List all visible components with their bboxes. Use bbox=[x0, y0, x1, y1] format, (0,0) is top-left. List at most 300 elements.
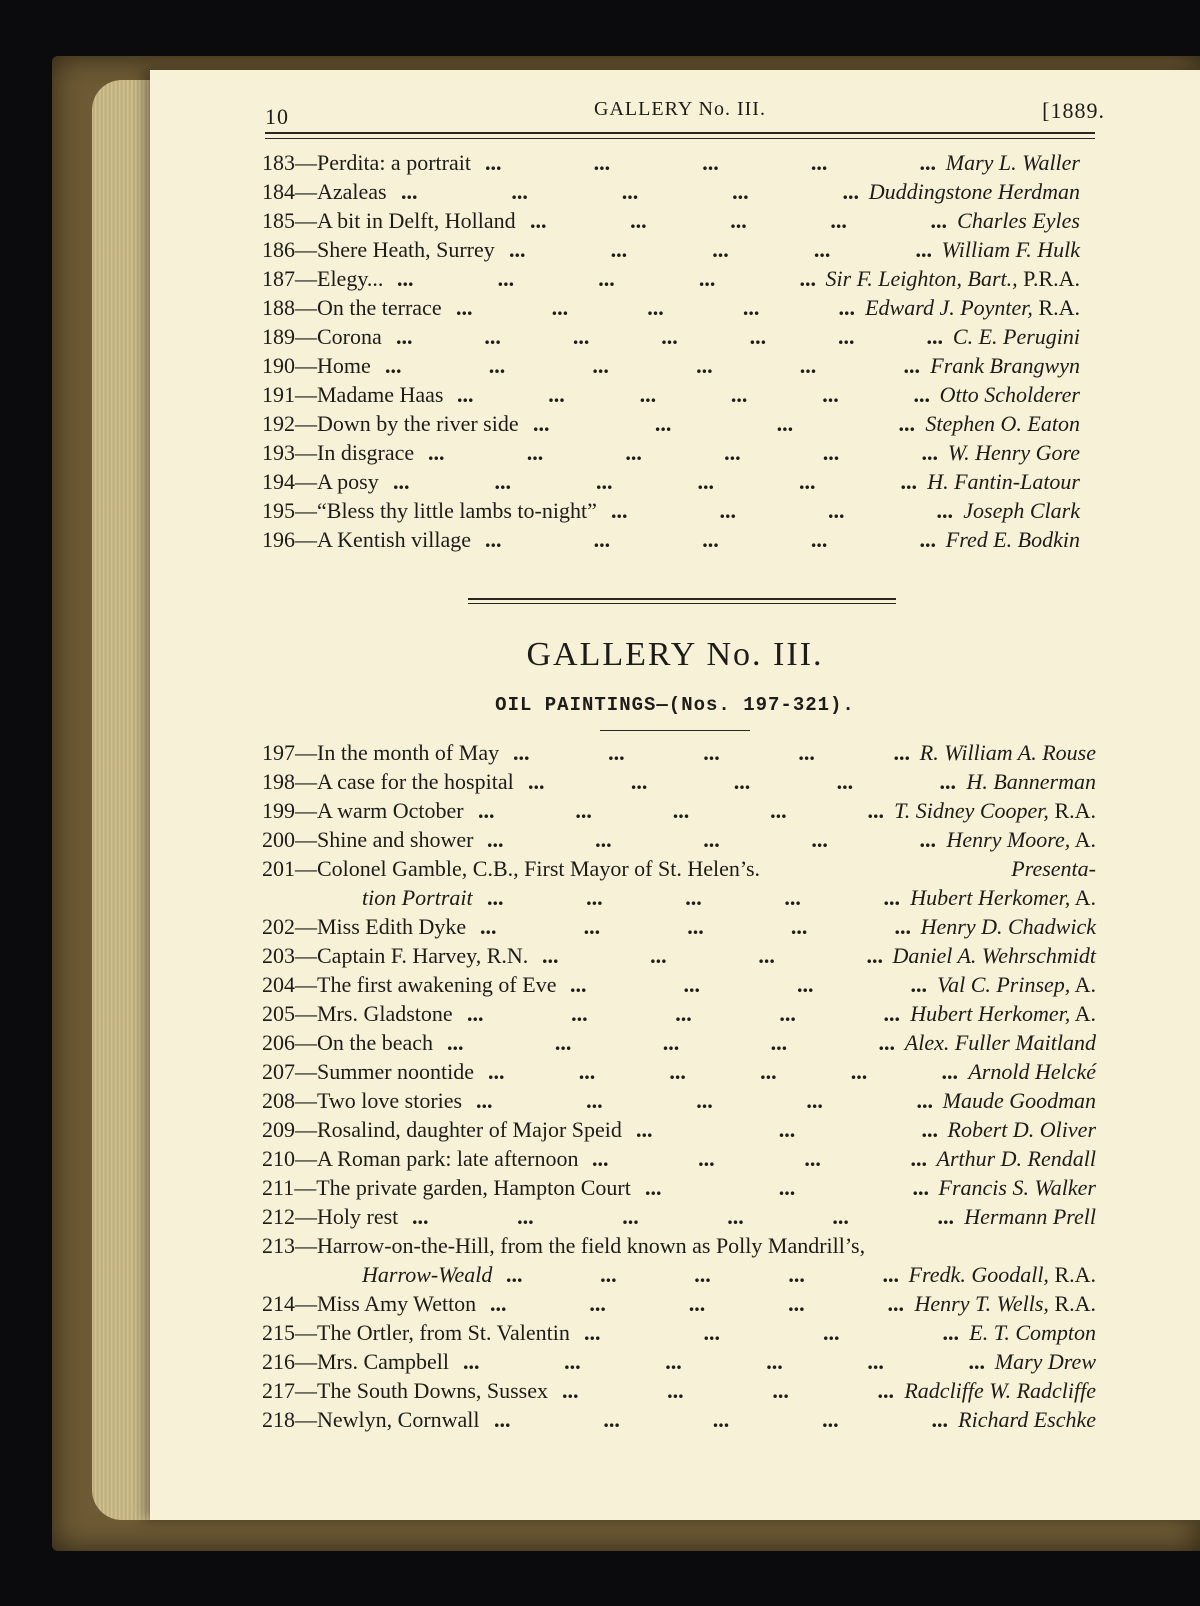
leader-dot-group: ... bbox=[593, 150, 611, 175]
leader-dot-group: ... bbox=[915, 237, 932, 262]
leader-dot-group: ... bbox=[770, 1030, 788, 1055]
artist-honours: R.A. bbox=[1048, 1291, 1096, 1316]
entry-artist bbox=[968, 1057, 1096, 1086]
leader-dot-group: ... bbox=[931, 1407, 948, 1432]
artist-honours: A. bbox=[1070, 885, 1096, 910]
entry-title-text: Home bbox=[317, 353, 371, 378]
entry-artist bbox=[937, 1144, 1097, 1173]
leader-dot-group: ... bbox=[867, 1349, 884, 1374]
leader-dot-group: ... bbox=[603, 1407, 620, 1432]
leader-dot-group: ... bbox=[456, 295, 473, 320]
catalogue-entry bbox=[262, 1115, 1096, 1144]
gallery-heading: GALLERY No. III. bbox=[526, 636, 824, 673]
leader-dot-group: ... bbox=[600, 1262, 617, 1287]
catalogue-entry bbox=[262, 380, 1080, 409]
leader-dot-group: ... bbox=[810, 527, 828, 552]
leader-dot-group: ... bbox=[683, 972, 700, 997]
leader-dot-group: ... bbox=[883, 885, 900, 910]
entry-number: 210 bbox=[262, 1146, 295, 1171]
running-title: GALLERY No. III. bbox=[594, 98, 766, 120]
running-header bbox=[265, 98, 1105, 129]
entry-number: 194 bbox=[262, 469, 295, 494]
leader-dot-group: ... bbox=[694, 1262, 711, 1287]
leader-dot-group: ... bbox=[533, 411, 550, 436]
entry-artist bbox=[958, 1405, 1096, 1434]
artist-name: Otto Scholderer bbox=[939, 382, 1080, 407]
entry-title: 216—Mrs. Campbell bbox=[262, 1349, 449, 1374]
leader-dot-group: ... bbox=[598, 266, 615, 291]
leader-dot-group: ... bbox=[900, 469, 917, 494]
entry-number: 199 bbox=[262, 798, 295, 823]
entry-artist bbox=[869, 177, 1080, 206]
entry-title-text: Shere Heath, Surrey bbox=[317, 237, 495, 262]
leader-dot-group: ... bbox=[921, 440, 938, 465]
entry-artist bbox=[920, 738, 1096, 767]
entry-artist bbox=[910, 999, 1096, 1028]
leader-dots bbox=[509, 235, 932, 264]
leader-dot-group: ... bbox=[798, 740, 815, 765]
leader-dot-group: ... bbox=[913, 382, 930, 407]
entry-artist bbox=[914, 1289, 1096, 1318]
entry-title: 215—The Ortler, from St. Valentin bbox=[262, 1320, 570, 1345]
leader-dot-group: ... bbox=[630, 208, 647, 233]
leader-dot-group: ... bbox=[730, 382, 748, 407]
leader-dot-group: ... bbox=[696, 353, 713, 378]
leader-dot-group: ... bbox=[667, 1378, 684, 1403]
catalogue-entry bbox=[262, 264, 1080, 293]
artist-name: Daniel A. Wehrschmidt bbox=[892, 943, 1096, 968]
leader-dot-group: ... bbox=[779, 1001, 796, 1026]
artist-name: Richard Eschke bbox=[958, 1407, 1096, 1432]
leader-dot-group: ... bbox=[490, 1291, 507, 1316]
leader-dot-group: ... bbox=[583, 914, 601, 939]
entry-title-text: In disgrace bbox=[317, 440, 415, 465]
artist-name: Arnold Helcké bbox=[968, 1059, 1096, 1084]
catalogue-entry bbox=[262, 438, 1080, 467]
catalogue-entry bbox=[262, 1376, 1096, 1405]
artist-name: Francis S. Walker bbox=[938, 1175, 1096, 1200]
artist-name: Charles Eyles bbox=[957, 208, 1080, 233]
leader-dot-group: ... bbox=[586, 1088, 603, 1113]
leader-dot-group: ... bbox=[941, 1059, 958, 1084]
entry-title: 213—Harrow-on-the-Hill, from the field known as Polly Mandrill’s, bbox=[262, 1233, 866, 1258]
leader-dot-group: ... bbox=[592, 353, 609, 378]
leader-dot-group: ... bbox=[494, 469, 511, 494]
artist-name: H. Fantin-Latour bbox=[927, 469, 1080, 494]
leader-dot-group: ... bbox=[822, 1407, 839, 1432]
leader-dot-group: ... bbox=[672, 798, 690, 823]
entry-title: 207—Summer noontide bbox=[262, 1059, 475, 1084]
catalogue-entry bbox=[262, 206, 1080, 235]
catalogue-entry bbox=[262, 1318, 1096, 1347]
entry-list-oil-paintings bbox=[262, 738, 1096, 1434]
leader-dots bbox=[490, 1289, 904, 1318]
leader-dot-group: ... bbox=[919, 150, 936, 175]
artist-name: Hermann Prell bbox=[964, 1204, 1096, 1229]
entry-number: 208 bbox=[262, 1088, 295, 1113]
catalogue-entry bbox=[262, 738, 1096, 767]
leader-dot-group: ... bbox=[712, 237, 729, 262]
entry-title: 208—Two love stories bbox=[262, 1088, 463, 1113]
catalogue-entry bbox=[262, 1405, 1096, 1434]
leader-dot-group: ... bbox=[506, 1262, 523, 1287]
leader-dot-group: ... bbox=[702, 150, 719, 175]
leader-dot-group: ... bbox=[778, 1117, 796, 1142]
catalogue-entry bbox=[262, 177, 1080, 206]
entry-artist bbox=[964, 1202, 1096, 1231]
leader-dots bbox=[456, 293, 855, 322]
entry-title-text: Newlyn, Cornwall bbox=[317, 1407, 480, 1432]
page-number: 10 bbox=[265, 104, 289, 129]
entry-number: 185 bbox=[262, 208, 295, 233]
leader-dot-group: ... bbox=[799, 266, 816, 291]
leader-dot-group: ... bbox=[608, 740, 625, 765]
catalogue-entry bbox=[262, 293, 1080, 322]
leader-dot-group: ... bbox=[877, 1378, 894, 1403]
entry-number: 186 bbox=[262, 237, 295, 262]
catalogue-entry bbox=[262, 970, 1096, 999]
leader-dot-group: ... bbox=[647, 295, 664, 320]
leader-dots bbox=[457, 380, 930, 409]
leader-dots bbox=[401, 177, 859, 206]
entry-artist bbox=[953, 322, 1080, 351]
artist-name: Fredk. Goodall, bbox=[908, 1262, 1049, 1287]
entry-title-text: Rosalind, daughter of Major Speid bbox=[317, 1117, 622, 1142]
entry-artist bbox=[910, 883, 1096, 912]
entry-artist bbox=[948, 1115, 1096, 1144]
leader-dot-group: ... bbox=[548, 382, 565, 407]
entry-number: 184 bbox=[262, 179, 295, 204]
entry-title-text: A case for the hospital bbox=[317, 769, 514, 794]
artist-name: Val C. Prinsep, bbox=[937, 972, 1071, 997]
leader-dots bbox=[487, 825, 936, 854]
leader-dot-group: ... bbox=[484, 324, 501, 349]
leader-dot-group: ... bbox=[730, 208, 747, 233]
leader-dot-group: ... bbox=[810, 150, 828, 175]
leader-dot-group: ... bbox=[806, 1088, 823, 1113]
catalogue-entry bbox=[262, 912, 1096, 941]
leader-dot-group: ... bbox=[936, 498, 953, 523]
leader-dot-group: ... bbox=[457, 382, 474, 407]
leader-dot-group: ... bbox=[497, 266, 515, 291]
entry-artist bbox=[948, 438, 1080, 467]
catalogue-entry bbox=[262, 1086, 1096, 1115]
leader-dot-group: ... bbox=[478, 798, 495, 823]
entry-title-text: Mrs. Gladstone bbox=[317, 1001, 453, 1026]
entry-number: 206 bbox=[262, 1030, 295, 1055]
entry-title-text: Corona bbox=[317, 324, 382, 349]
entry-number: 202 bbox=[262, 914, 295, 939]
leader-dot-group: ... bbox=[476, 1088, 493, 1113]
leader-dots bbox=[570, 970, 927, 999]
subheading-rule bbox=[600, 730, 750, 731]
section-divider bbox=[468, 598, 896, 604]
leader-dot-group: ... bbox=[513, 740, 530, 765]
leader-dot-group: ... bbox=[485, 527, 502, 552]
artist-name: Sir F. Leighton, Bart., bbox=[825, 266, 1018, 291]
entry-artist bbox=[865, 293, 1080, 322]
artist-name: Henry T. Wells, bbox=[914, 1291, 1049, 1316]
entry-number: 187 bbox=[262, 266, 295, 291]
leader-dot-group: ... bbox=[698, 266, 716, 291]
entry-number: 183 bbox=[262, 150, 295, 175]
artist-name: Mary Drew bbox=[994, 1349, 1096, 1374]
leader-dot-group: ... bbox=[528, 769, 545, 794]
artist-name: Joseph Clark bbox=[963, 498, 1080, 523]
leader-dots bbox=[562, 1376, 894, 1405]
leader-dot-group: ... bbox=[572, 324, 590, 349]
leader-dot-group: ... bbox=[893, 740, 910, 765]
catalogue-entry bbox=[262, 941, 1096, 970]
entry-title-text: Harrow-on-the-Hill, from the field known as Polly Mandrill’s, bbox=[317, 1233, 866, 1258]
leader-dots bbox=[528, 767, 956, 796]
entry-title: 186—Shere Heath, Surrey bbox=[262, 237, 495, 262]
leader-dot-group: ... bbox=[828, 498, 845, 523]
leader-dot-group: ... bbox=[942, 1320, 959, 1345]
leader-dot-group: ... bbox=[645, 1175, 662, 1200]
leader-dot-group: ... bbox=[778, 1175, 796, 1200]
leader-dot-group: ... bbox=[636, 1117, 653, 1142]
artist-name: Maude Goodman bbox=[942, 1088, 1096, 1113]
entry-artist bbox=[939, 1173, 1096, 1202]
entry-number: 217 bbox=[262, 1378, 295, 1403]
leader-dot-group: ... bbox=[488, 1059, 505, 1084]
entry-title: 212—Holy rest bbox=[262, 1204, 399, 1229]
leader-dot-group: ... bbox=[878, 1030, 895, 1055]
leader-dot-group: ... bbox=[784, 885, 801, 910]
entry-title: 211—The private garden, Hampton Court bbox=[262, 1175, 631, 1200]
artist-name: Hubert Herkomer, bbox=[910, 885, 1071, 910]
artist-name: E. T. Compton bbox=[969, 1320, 1096, 1345]
artist-name: Frank Brangwyn bbox=[930, 353, 1080, 378]
entry-title-text: Down by the river side bbox=[317, 411, 519, 436]
leader-dots bbox=[494, 1405, 948, 1434]
leader-dots bbox=[530, 206, 947, 235]
leader-dot-group: ... bbox=[788, 1291, 805, 1316]
leader-dot-group: ... bbox=[867, 798, 884, 823]
leader-dot-group: ... bbox=[428, 440, 445, 465]
artist-name: Robert D. Oliver bbox=[947, 1117, 1096, 1142]
leader-dots bbox=[611, 496, 953, 525]
leader-dot-group: ... bbox=[749, 324, 767, 349]
leader-dot-group: ... bbox=[611, 498, 628, 523]
catalogue-entry bbox=[262, 1057, 1096, 1086]
entry-artist bbox=[940, 380, 1080, 409]
leader-dot-group: ... bbox=[517, 1204, 534, 1229]
entry-artist bbox=[927, 467, 1080, 496]
leader-dot-group: ... bbox=[882, 1262, 899, 1287]
leader-dot-group: ... bbox=[910, 972, 927, 997]
leader-dots bbox=[513, 738, 910, 767]
entry-artist bbox=[943, 1086, 1096, 1115]
entry-title-text: Mrs. Campbell bbox=[317, 1349, 449, 1374]
leader-dots bbox=[393, 467, 917, 496]
entry-number: 197 bbox=[262, 740, 295, 765]
leader-dot-group: ... bbox=[570, 972, 587, 997]
leader-dot-group: ... bbox=[625, 440, 642, 465]
leader-dot-group: ... bbox=[770, 798, 787, 823]
running-year: [1889. bbox=[1042, 98, 1105, 123]
entry-title: 194—A posy bbox=[262, 469, 379, 494]
leader-dots bbox=[488, 1057, 958, 1086]
leader-dot-group: ... bbox=[596, 469, 613, 494]
leader-dot-group: ... bbox=[593, 527, 611, 552]
catalogue-entry bbox=[262, 825, 1096, 854]
leader-dot-group: ... bbox=[584, 1320, 601, 1345]
entry-artist bbox=[937, 970, 1096, 999]
leader-dots bbox=[584, 1318, 959, 1347]
entry-number: 205 bbox=[262, 1001, 295, 1026]
entry-title: 204—The first awakening of Eve bbox=[262, 972, 557, 997]
artist-name: W. Henry Gore bbox=[947, 440, 1080, 465]
entry-artist bbox=[969, 1318, 1096, 1347]
artist-name: Arthur D. Rendall bbox=[936, 1146, 1096, 1171]
catalogue-entry bbox=[262, 409, 1080, 438]
catalogue-entry bbox=[262, 1173, 1096, 1202]
leader-dot-group: ... bbox=[703, 1320, 720, 1345]
entry-artist bbox=[930, 351, 1080, 380]
leader-dots bbox=[592, 1144, 927, 1173]
entry-artist bbox=[826, 264, 1080, 293]
artist-name: Edward J. Poynter, bbox=[865, 295, 1033, 320]
entry-title-text: Shine and shower bbox=[317, 827, 474, 852]
artist-name: H. Bannerman bbox=[966, 769, 1096, 794]
entry-title: 201—Colonel Gamble, C.B., First Mayor of St. Helen’s. bbox=[262, 856, 761, 881]
entry-artist bbox=[995, 1347, 1096, 1376]
entry-number: 188 bbox=[262, 295, 295, 320]
leader-dot-group: ... bbox=[921, 1117, 938, 1142]
leader-dot-group: ... bbox=[830, 208, 847, 233]
leader-dot-group: ... bbox=[790, 914, 808, 939]
leader-dot-group: ... bbox=[669, 1059, 686, 1084]
entry-list-continued bbox=[262, 148, 1080, 554]
entry-title-text: Miss Amy Wetton bbox=[317, 1291, 477, 1316]
entry-title: 198—A case for the hospital bbox=[262, 769, 514, 794]
catalogue-entry bbox=[262, 235, 1080, 264]
artist-name: Duddingstone Herdman bbox=[868, 179, 1080, 204]
entry-title-text: Perdita: a portrait bbox=[317, 150, 471, 175]
leader-dot-group: ... bbox=[385, 353, 402, 378]
leader-dots bbox=[463, 1347, 985, 1376]
entry-number: 196 bbox=[262, 527, 295, 552]
leader-dot-group: ... bbox=[919, 827, 936, 852]
entry-number: 213 bbox=[262, 1233, 295, 1258]
entry-number: 198 bbox=[262, 769, 295, 794]
artist-name: Stephen O. Eaton bbox=[925, 411, 1080, 436]
entry-title-text: The Ortler, from St. Valentin bbox=[317, 1320, 570, 1345]
artist-name: William F. Hulk bbox=[941, 237, 1080, 262]
artist-honours: P.R.A. bbox=[1017, 266, 1080, 291]
artist-name: Fred E. Bodkin bbox=[945, 527, 1080, 552]
leader-dot-group: ... bbox=[930, 208, 947, 233]
artist-name: Radcliffe W. Radcliffe bbox=[904, 1378, 1096, 1403]
entry-number: 209 bbox=[262, 1117, 295, 1142]
leader-dots bbox=[397, 264, 816, 293]
entry-artist bbox=[946, 525, 1080, 554]
leader-dot-group: ... bbox=[562, 1378, 579, 1403]
entry-title-text: Azaleas bbox=[317, 179, 387, 204]
catalogue-page bbox=[150, 70, 1200, 1520]
leader-dot-group: ... bbox=[396, 324, 413, 349]
leader-dot-group: ... bbox=[912, 1175, 929, 1200]
entry-number: 211 bbox=[262, 1175, 295, 1200]
leader-dot-group: ... bbox=[487, 885, 504, 910]
catalogue-entry bbox=[262, 351, 1080, 380]
entry-number: 195 bbox=[262, 498, 295, 523]
artist-name: Henry Moore, bbox=[946, 827, 1071, 852]
leader-dot-group: ... bbox=[511, 179, 528, 204]
leader-dots bbox=[485, 148, 936, 177]
leader-dot-group: ... bbox=[630, 769, 648, 794]
leader-dot-group: ... bbox=[836, 769, 854, 794]
leader-dots bbox=[636, 1115, 938, 1144]
entry-title: 183—Perdita: a portrait bbox=[262, 150, 471, 175]
entry-number: 193 bbox=[262, 440, 295, 465]
entry-title: 191—Madame Haas bbox=[262, 382, 444, 407]
leader-dots bbox=[447, 1028, 895, 1057]
entry-title: 190—Home bbox=[262, 353, 371, 378]
leader-dot-group: ... bbox=[554, 1030, 572, 1055]
catalogue-entry bbox=[262, 1202, 1096, 1231]
entry-artist bbox=[942, 235, 1080, 264]
leader-dot-group: ... bbox=[937, 1204, 954, 1229]
artist-name: Presenta- bbox=[1011, 856, 1096, 881]
leader-dot-group: ... bbox=[494, 1407, 511, 1432]
leader-dot-group: ... bbox=[799, 353, 817, 378]
leader-dot-group: ... bbox=[487, 827, 504, 852]
entry-title: 202—Miss Edith Dyke bbox=[262, 914, 467, 939]
leader-dot-group: ... bbox=[799, 469, 816, 494]
leader-dots bbox=[645, 1173, 929, 1202]
entry-artist bbox=[904, 1376, 1096, 1405]
leader-dots bbox=[542, 941, 883, 970]
entry-title-text: The South Downs, Sussex bbox=[317, 1378, 549, 1403]
leader-dot-group: ... bbox=[703, 740, 720, 765]
entry-title-text: In the month of May bbox=[317, 740, 500, 765]
leader-dot-group: ... bbox=[703, 827, 720, 852]
entry-artist bbox=[921, 912, 1096, 941]
artist-name: Alex. Fuller Maitland bbox=[904, 1030, 1096, 1055]
catalogue-entry bbox=[262, 999, 1096, 1028]
entry-title: 199—A warm October bbox=[262, 798, 464, 823]
leader-dot-group: ... bbox=[509, 237, 526, 262]
leader-dot-group: ... bbox=[742, 295, 760, 320]
leader-dots bbox=[485, 525, 936, 554]
artist-name: T. Sidney Cooper, bbox=[894, 798, 1049, 823]
leader-dot-group: ... bbox=[712, 1407, 730, 1432]
leader-dots bbox=[480, 912, 911, 941]
entry-artist bbox=[1011, 854, 1096, 883]
entry-title: tion Portrait bbox=[362, 885, 473, 910]
entry-title: 209—Rosalind, daughter of Major Speid bbox=[262, 1117, 622, 1142]
artist-name: Henry D. Chadwick bbox=[920, 914, 1096, 939]
entry-title-text: Summer noontide bbox=[317, 1059, 475, 1084]
artist-name: R. William A. Rouse bbox=[919, 740, 1096, 765]
leader-dots bbox=[428, 438, 938, 467]
catalogue-entry bbox=[262, 1260, 1096, 1289]
catalogue-entry bbox=[262, 525, 1080, 554]
entry-artist bbox=[894, 796, 1096, 825]
leader-dot-group: ... bbox=[766, 1349, 783, 1374]
leader-dot-group: ... bbox=[758, 943, 775, 968]
entry-title: 185—A bit in Delft, Holland bbox=[262, 208, 516, 233]
leader-dot-group: ... bbox=[639, 382, 657, 407]
leader-dot-group: ... bbox=[578, 1059, 596, 1084]
entry-number: 218 bbox=[262, 1407, 295, 1432]
entry-title: 189—Corona bbox=[262, 324, 382, 349]
leader-dot-group: ... bbox=[610, 237, 628, 262]
entry-number: 216 bbox=[262, 1349, 295, 1374]
